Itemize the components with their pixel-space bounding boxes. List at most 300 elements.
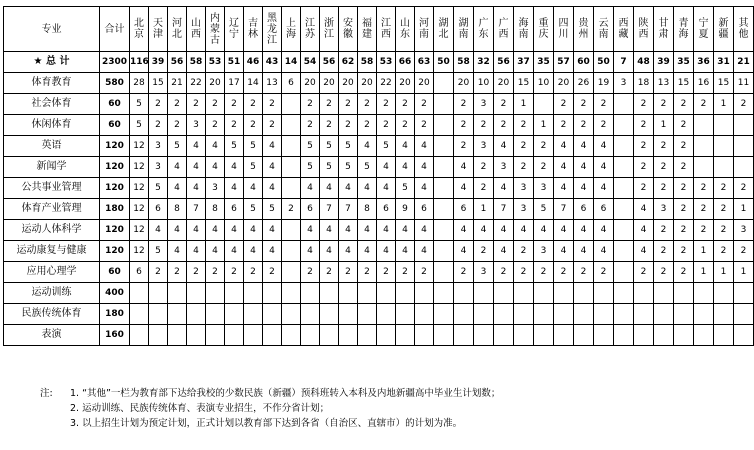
header-province-char: 江 (324, 29, 334, 40)
major-name-cell: ★ 总 计 (4, 52, 100, 73)
header-province (614, 7, 634, 52)
quota-cell: 4 (554, 157, 574, 178)
header-province (377, 7, 396, 52)
quota-cell: 4 (149, 220, 168, 241)
header-province (554, 7, 574, 52)
quota-cell: 7 (494, 199, 514, 220)
quota-cell (282, 115, 301, 136)
quota-cell: 1 (534, 115, 554, 136)
quota-cell: 2 (377, 94, 396, 115)
quota-cell: 2 (149, 94, 168, 115)
header-province-char: 广 (498, 18, 509, 29)
quota-cell: 2 (263, 262, 282, 283)
quota-cell: 4 (225, 220, 244, 241)
quota-cell: 6 (149, 199, 168, 220)
quota-cell (614, 115, 634, 136)
quota-cell (149, 283, 168, 304)
major-name-cell: 表演 (4, 325, 100, 346)
quota-cell: 2 (554, 94, 574, 115)
quota-cell: 3 (514, 199, 534, 220)
quota-cell: 5 (396, 178, 415, 199)
quota-cell: 3 (206, 178, 225, 199)
header-province-char: 江 (381, 18, 391, 29)
quota-cell (320, 325, 339, 346)
quota-cell (734, 157, 754, 178)
quota-cell: 2 (377, 262, 396, 283)
table-row (4, 199, 754, 220)
quota-cell: 2 (694, 94, 714, 115)
quota-cell: 4 (574, 178, 594, 199)
quota-cell: 3 (187, 115, 206, 136)
quota-cell: 7 (320, 199, 339, 220)
quota-cell: 20 (415, 73, 434, 94)
quota-cell: 3 (149, 157, 168, 178)
quota-cell: 2 (514, 115, 534, 136)
header-province-char: 津 (153, 29, 163, 40)
quota-cell: 1 (694, 241, 714, 262)
quota-cell: 2 (149, 115, 168, 136)
quota-cell: 6 (377, 199, 396, 220)
quota-cell: 4 (187, 136, 206, 157)
quota-cell (594, 325, 614, 346)
quota-cell (244, 325, 263, 346)
quota-cell: 2 (674, 157, 694, 178)
quota-cell: 2 (714, 220, 734, 241)
header-province-char: 宁 (698, 18, 709, 29)
quota-cell: 7 (554, 199, 574, 220)
quota-cell: 2 (574, 262, 594, 283)
header-province-char: 福 (362, 18, 372, 29)
quota-cell (514, 283, 534, 304)
header-province-char: 夏 (698, 29, 709, 40)
quota-cell: 4 (263, 157, 282, 178)
quota-cell (434, 262, 454, 283)
quota-cell: 5 (130, 115, 149, 136)
quota-cell: 20 (206, 73, 225, 94)
quota-cell (514, 325, 534, 346)
quota-cell (614, 157, 634, 178)
quota-cell: 4 (415, 220, 434, 241)
quota-cell (614, 283, 634, 304)
quota-cell: 4 (454, 157, 474, 178)
quota-cell: 4 (206, 220, 225, 241)
header-province-char: 京 (134, 29, 144, 40)
header-province-char: 黑 (267, 12, 277, 24)
quota-cell (263, 304, 282, 325)
quota-cell: 26 (574, 73, 594, 94)
header-province-char: 西 (618, 18, 629, 29)
header-province-char: 宁 (229, 29, 239, 40)
header-province (534, 7, 554, 52)
quota-cell: 7 (339, 199, 358, 220)
quota-cell: 2 (301, 115, 320, 136)
quota-cell: 4 (320, 220, 339, 241)
quota-cell (149, 325, 168, 346)
quota-cell: 4 (339, 178, 358, 199)
quota-cell (474, 283, 494, 304)
quota-cell: 2 (654, 157, 674, 178)
quota-cell: 10 (534, 73, 554, 94)
header-province-char: 西 (381, 29, 391, 40)
header-province-char: 贵 (578, 18, 589, 29)
header-province (434, 7, 454, 52)
quota-cell: 6 (225, 199, 244, 220)
quota-cell (187, 304, 206, 325)
header-province-char: 林 (248, 29, 258, 40)
quota-cell: 4 (168, 241, 187, 262)
quota-cell: 4 (244, 178, 263, 199)
quota-cell: 2 (206, 115, 225, 136)
quota-cell (434, 283, 454, 304)
quota-cell: 2 (654, 94, 674, 115)
quota-cell: 46 (244, 52, 263, 73)
header-province-char: 建 (362, 29, 372, 40)
quota-cell: 2 (734, 178, 754, 199)
quota-cell: 5 (130, 94, 149, 115)
quota-cell (454, 325, 474, 346)
major-total-cell: 2300 (100, 52, 130, 73)
note-item: 2. 运动训练、民族传统体育、表演专业招生，不作分省计划； (70, 403, 330, 414)
quota-cell: 2 (377, 115, 396, 136)
quota-cell: 2 (494, 94, 514, 115)
quota-cell: 4 (377, 178, 396, 199)
quota-cell: 2 (674, 220, 694, 241)
quota-cell: 2 (225, 94, 244, 115)
quota-cell: 5 (244, 199, 263, 220)
quota-cell: 2 (674, 262, 694, 283)
quota-cell (714, 115, 734, 136)
header-province (454, 7, 474, 52)
quota-cell: 5 (244, 157, 263, 178)
quota-cell: 2 (514, 136, 534, 157)
quota-cell: 5 (244, 136, 263, 157)
major-total-cell: 60 (100, 262, 130, 283)
quota-cell (244, 304, 263, 325)
quota-cell (282, 304, 301, 325)
header-province (263, 7, 282, 52)
quota-cell: 4 (168, 178, 187, 199)
quota-cell: 2 (654, 220, 674, 241)
quota-cell: 4 (454, 220, 474, 241)
quota-cell: 6 (574, 199, 594, 220)
quota-cell: 2 (694, 199, 714, 220)
quota-cell (734, 283, 754, 304)
header-province-char: 陕 (638, 18, 649, 29)
quota-cell: 2 (474, 178, 494, 199)
header-province-char: 疆 (718, 29, 729, 40)
quota-cell (377, 325, 396, 346)
quota-cell: 2 (534, 157, 554, 178)
header-province-char: 蒙 (210, 23, 220, 35)
quota-cell: 2 (674, 94, 694, 115)
quota-cell (734, 325, 754, 346)
quota-cell: 2 (594, 94, 614, 115)
major-total-cell: 180 (100, 304, 130, 325)
table-row (4, 136, 754, 157)
quota-cell: 4 (301, 178, 320, 199)
quota-cell: 4 (494, 220, 514, 241)
quota-cell (634, 325, 654, 346)
header-province-char: 河 (172, 18, 182, 29)
quota-cell (434, 136, 454, 157)
quota-cell: 4 (168, 220, 187, 241)
note-item: 1. “其他”一栏为教育部下达给我校的少数民族（新疆）预科班转入本科及内地新疆高中毕业生计划数； (70, 388, 501, 399)
quota-cell (734, 136, 754, 157)
quota-cell: 5 (358, 157, 377, 178)
header-province-char: 东 (400, 29, 410, 40)
header-province-char: 南 (598, 29, 609, 40)
quota-cell (714, 325, 734, 346)
quota-cell: 1 (714, 94, 734, 115)
quota-cell (434, 73, 454, 94)
quota-cell: 2 (474, 157, 494, 178)
quota-cell: 32 (474, 52, 494, 73)
header-province (415, 7, 434, 52)
header-province-char: 广 (478, 18, 489, 29)
quota-cell: 2 (634, 115, 654, 136)
quota-cell: 2 (594, 115, 614, 136)
table-row (4, 94, 754, 115)
quota-cell: 2 (514, 157, 534, 178)
quota-cell: 4 (494, 136, 514, 157)
header-province-char: 辽 (229, 18, 239, 29)
major-total-cell: 60 (100, 94, 130, 115)
quota-cell (396, 325, 415, 346)
quota-cell (614, 241, 634, 262)
quota-cell: 2 (339, 262, 358, 283)
quota-cell: 6 (415, 199, 434, 220)
quota-cell (434, 94, 454, 115)
quota-cell: 4 (554, 241, 574, 262)
header-province-char: 四 (558, 18, 569, 29)
header-province (694, 7, 714, 52)
quota-cell: 2 (320, 262, 339, 283)
quota-cell (206, 325, 225, 346)
quota-cell: 4 (263, 241, 282, 262)
quota-cell: 5 (377, 136, 396, 157)
quota-cell: 4 (168, 157, 187, 178)
enrollment-plan-table (3, 6, 754, 346)
header-province-char: 安 (343, 18, 353, 29)
quota-cell: 63 (415, 52, 434, 73)
quota-cell (614, 136, 634, 157)
quota-cell: 2 (358, 115, 377, 136)
quota-cell: 2 (301, 262, 320, 283)
quota-cell (614, 220, 634, 241)
quota-cell (714, 304, 734, 325)
major-name-cell: 运动人体科学 (4, 220, 100, 241)
quota-cell: 7 (187, 199, 206, 220)
quota-cell: 1 (474, 199, 494, 220)
quota-cell (168, 325, 187, 346)
quota-cell: 2 (454, 94, 474, 115)
quota-cell: 4 (554, 220, 574, 241)
quota-cell: 15 (149, 73, 168, 94)
quota-cell (130, 304, 149, 325)
quota-cell: 5 (168, 136, 187, 157)
quota-cell (415, 283, 434, 304)
header-province (301, 7, 320, 52)
quota-cell: 12 (130, 157, 149, 178)
header-province (206, 7, 225, 52)
quota-cell: 2 (244, 115, 263, 136)
quota-cell: 2 (634, 178, 654, 199)
table-row (4, 157, 754, 178)
table-row (4, 220, 754, 241)
quota-cell: 5 (301, 136, 320, 157)
major-total-cell: 60 (100, 115, 130, 136)
quota-cell: 66 (396, 52, 415, 73)
quota-cell: 1 (654, 115, 674, 136)
header-province-char: 西 (191, 29, 201, 40)
quota-cell: 2 (574, 94, 594, 115)
quota-cell (534, 325, 554, 346)
quota-cell: 5 (320, 157, 339, 178)
quota-cell: 11 (734, 73, 754, 94)
quota-cell (130, 325, 149, 346)
header-province-char: 徽 (343, 29, 353, 40)
quota-cell: 3 (514, 178, 534, 199)
header-province-char: 天 (153, 18, 163, 29)
quota-cell: 20 (494, 73, 514, 94)
quota-cell (415, 325, 434, 346)
quota-cell: 6 (301, 199, 320, 220)
header-province-char: 西 (638, 29, 649, 40)
table-row (4, 325, 754, 346)
quota-cell: 4 (377, 220, 396, 241)
quota-cell: 2 (654, 136, 674, 157)
quota-cell (514, 304, 534, 325)
quota-cell: 4 (396, 157, 415, 178)
quota-cell (614, 199, 634, 220)
quota-cell: 6 (454, 199, 474, 220)
quota-cell: 4 (187, 178, 206, 199)
quota-cell (301, 304, 320, 325)
quota-cell: 8 (206, 199, 225, 220)
major-total-cell: 120 (100, 241, 130, 262)
quota-cell: 4 (534, 220, 554, 241)
quota-cell (187, 283, 206, 304)
quota-cell: 15 (714, 73, 734, 94)
quota-cell: 3 (534, 241, 554, 262)
quota-cell: 2 (263, 94, 282, 115)
quota-cell: 4 (339, 220, 358, 241)
quota-cell: 4 (554, 136, 574, 157)
quota-cell: 50 (434, 52, 454, 73)
quota-cell: 20 (454, 73, 474, 94)
quota-cell (434, 199, 454, 220)
quota-cell: 8 (358, 199, 377, 220)
quota-cell: 4 (415, 178, 434, 199)
quota-cell: 2 (282, 199, 301, 220)
quota-cell: 4 (339, 241, 358, 262)
quota-cell: 4 (206, 136, 225, 157)
quota-cell: 116 (130, 52, 149, 73)
quota-cell: 2 (358, 262, 377, 283)
quota-cell: 2 (187, 262, 206, 283)
quota-cell: 4 (396, 220, 415, 241)
quota-cell: 4 (320, 241, 339, 262)
major-name-cell: 应用心理学 (4, 262, 100, 283)
quota-cell: 2 (454, 262, 474, 283)
quota-cell (301, 283, 320, 304)
quota-cell: 2 (674, 178, 694, 199)
quota-cell: 3 (149, 136, 168, 157)
header-province (187, 7, 206, 52)
header-province-char: 山 (400, 18, 410, 29)
quota-cell (714, 136, 734, 157)
quota-cell: 4 (244, 241, 263, 262)
quota-cell: 20 (358, 73, 377, 94)
quota-cell: 2 (634, 157, 654, 178)
quota-cell: 20 (301, 73, 320, 94)
header-province (320, 7, 339, 52)
quota-cell (415, 304, 434, 325)
quota-cell (694, 283, 714, 304)
header-province (168, 7, 187, 52)
quota-cell: 2 (263, 115, 282, 136)
quota-cell (282, 262, 301, 283)
quota-cell: 3 (474, 136, 494, 157)
quota-cell: 2 (734, 241, 754, 262)
quota-cell: 4 (206, 157, 225, 178)
major-total-cell: 160 (100, 325, 130, 346)
header-province-char: 肃 (658, 29, 669, 40)
quota-cell (434, 325, 454, 346)
quota-cell: 6 (282, 73, 301, 94)
table-row (4, 178, 754, 199)
header-province (494, 7, 514, 52)
quota-cell: 15 (674, 73, 694, 94)
header-province-char: 他 (738, 29, 749, 40)
quota-cell: 4 (301, 241, 320, 262)
quota-cell (282, 325, 301, 346)
quota-cell (149, 304, 168, 325)
quota-cell: 56 (320, 52, 339, 73)
quota-cell: 4 (187, 157, 206, 178)
quota-cell: 5 (149, 178, 168, 199)
quota-cell: 1 (734, 199, 754, 220)
quota-cell: 5 (149, 241, 168, 262)
quota-cell: 12 (130, 199, 149, 220)
quota-cell: 4 (594, 241, 614, 262)
header-province-char: 北 (172, 29, 182, 40)
quota-cell (320, 304, 339, 325)
header-province-char: 南 (518, 29, 529, 40)
quota-cell: 2 (396, 262, 415, 283)
quota-cell: 4 (225, 241, 244, 262)
quota-cell: 2 (244, 94, 263, 115)
quota-cell: 18 (634, 73, 654, 94)
quota-cell: 1 (714, 262, 734, 283)
quota-cell: 56 (494, 52, 514, 73)
header-province (225, 7, 244, 52)
quota-cell: 2 (534, 136, 554, 157)
header-province-char: 苏 (305, 29, 315, 40)
major-name-cell: 英语 (4, 136, 100, 157)
header-province-char: 吉 (248, 18, 258, 29)
quota-cell: 4 (187, 241, 206, 262)
quota-cell: 35 (674, 52, 694, 73)
quota-cell: 60 (574, 52, 594, 73)
quota-cell: 2 (168, 94, 187, 115)
quota-cell (674, 304, 694, 325)
quota-cell: 4 (634, 220, 654, 241)
header-province-char: 河 (419, 18, 429, 29)
quota-cell: 53 (206, 52, 225, 73)
quota-cell: 2 (534, 262, 554, 283)
quota-cell: 35 (534, 52, 554, 73)
